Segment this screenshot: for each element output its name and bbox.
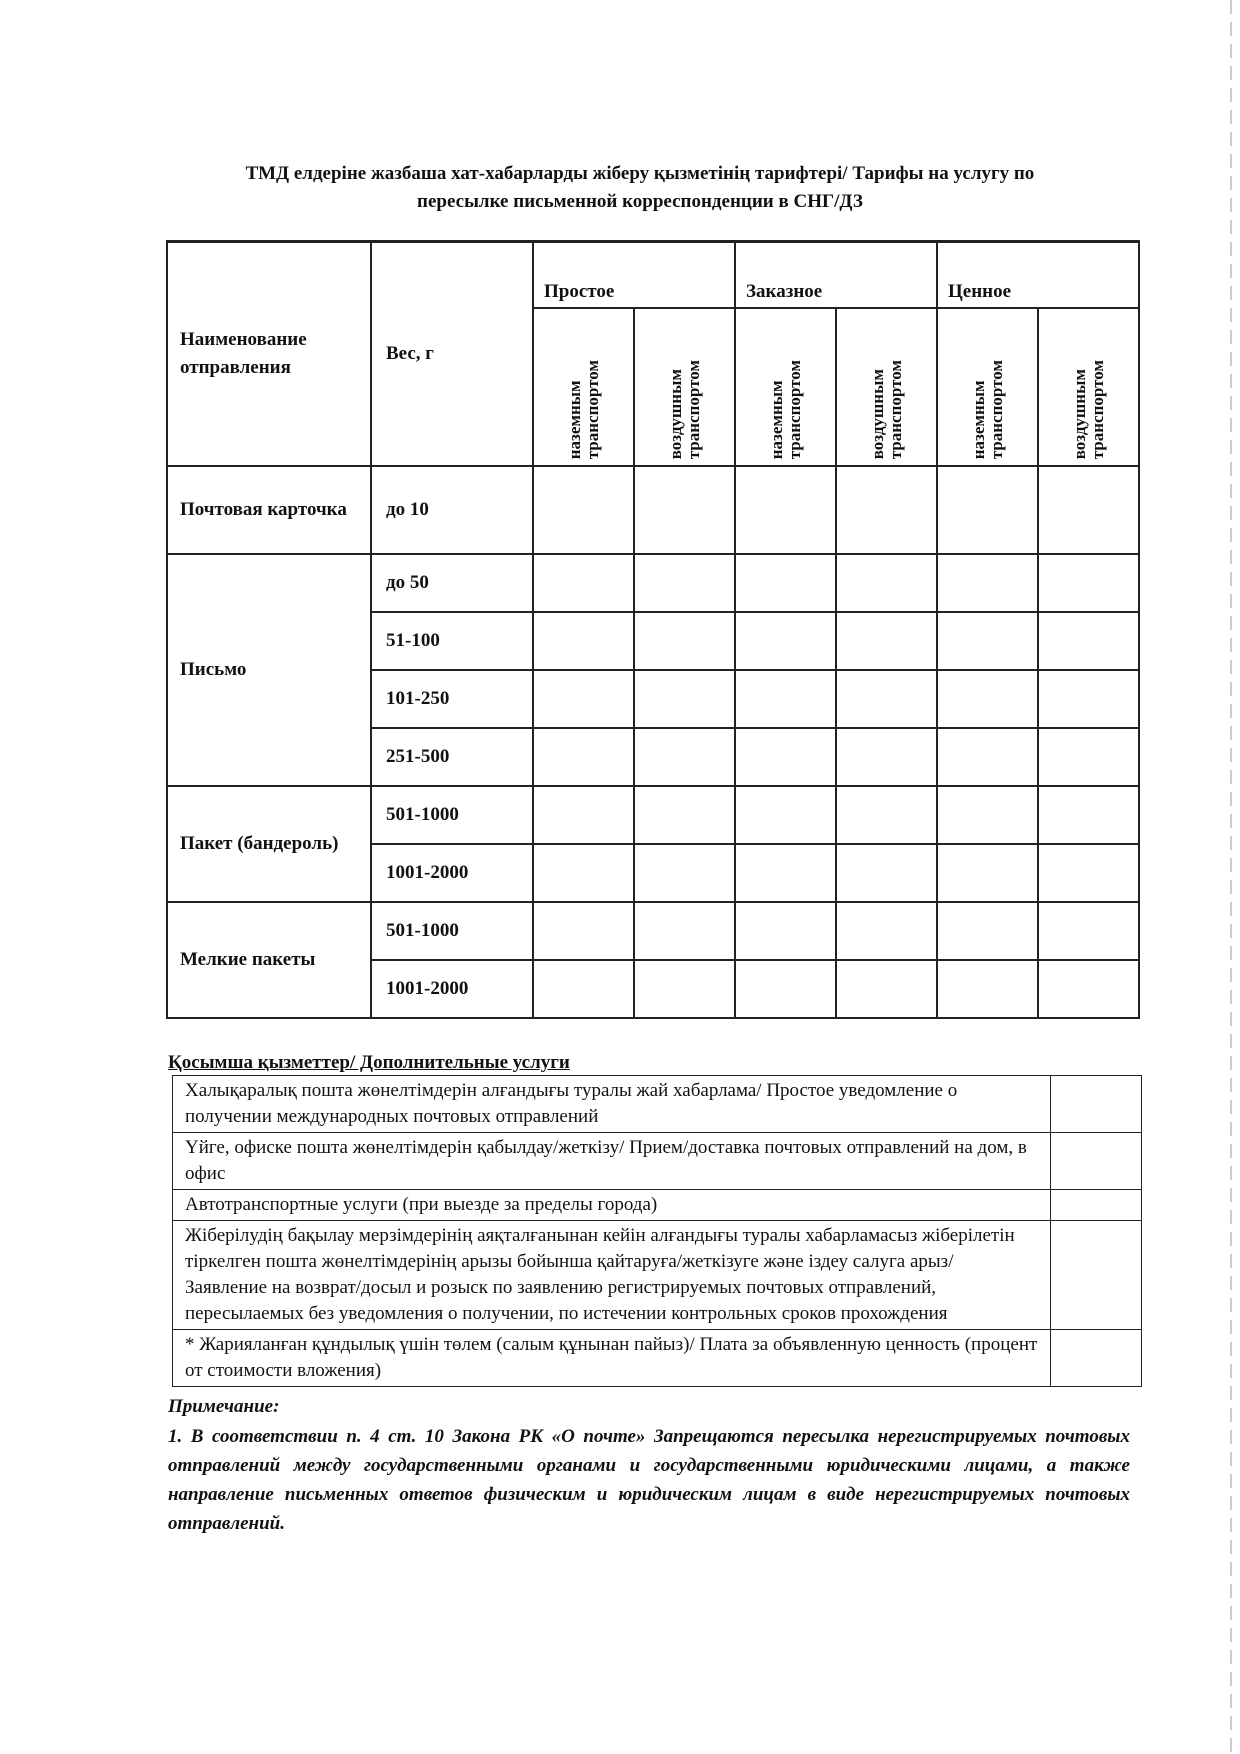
tariff-cell	[937, 844, 1038, 902]
tariff-cell	[634, 612, 735, 670]
row-weight: 501-1000	[371, 902, 533, 960]
row-name-postcard: Почтовая карточка	[167, 466, 371, 554]
tariff-cell	[735, 670, 836, 728]
tariff-cell	[937, 466, 1038, 554]
table-row	[173, 1133, 1142, 1190]
table-row	[167, 466, 1139, 554]
subheader-label: наземным транспортом	[564, 359, 602, 459]
tariff-cell	[533, 960, 634, 1018]
subheader-label: наземным транспортом	[968, 359, 1006, 459]
column-header-name: Наименование отправления	[167, 242, 371, 467]
tariff-cell	[735, 902, 836, 960]
tariff-cell	[836, 960, 937, 1018]
subheader-label: воздушным транспортом	[867, 359, 905, 459]
tariff-cell	[937, 728, 1038, 786]
table-row	[173, 1330, 1142, 1387]
tariff-cell	[634, 902, 735, 960]
tariff-cell	[836, 612, 937, 670]
tariff-cell	[1038, 786, 1139, 844]
tariff-cell	[836, 902, 937, 960]
tariff-cell	[1038, 670, 1139, 728]
subheader-registered-air	[836, 308, 937, 466]
group-header-simple: Простое	[533, 242, 735, 309]
tariff-cell	[634, 466, 735, 554]
tariff-cell	[533, 554, 634, 612]
tariff-cell	[735, 960, 836, 1018]
row-weight: 251-500	[371, 728, 533, 786]
table-row	[173, 1076, 1142, 1133]
subheader-simple-ground	[533, 308, 634, 466]
tariff-cell	[735, 466, 836, 554]
page-title-line-2: пересылке письменной корреспонденции в СНГ/ДЗ	[417, 191, 863, 212]
row-name-small-packets: Мелкие пакеты	[167, 902, 371, 1018]
tariff-cell	[836, 786, 937, 844]
tariff-cell	[836, 728, 937, 786]
scan-edge-artifact	[1230, 0, 1232, 1754]
tariff-cell	[1038, 902, 1139, 960]
tariff-cell	[836, 554, 937, 612]
subheader-simple-air	[634, 308, 735, 466]
table-row	[173, 1190, 1142, 1221]
subheader-registered-ground	[735, 308, 836, 466]
row-weight: 101-250	[371, 670, 533, 728]
tariff-cell	[1038, 554, 1139, 612]
tariff-cell	[1038, 466, 1139, 554]
subheader-label: воздушным транспортом	[665, 359, 703, 459]
tariff-cell	[533, 902, 634, 960]
tariff-cell	[533, 612, 634, 670]
tariff-cell	[533, 670, 634, 728]
extra-service-label: Үйге, офиске пошта жөнелтімдерін қабылдау/жеткізу/ Прием/доставка почтовых отправлений на дом, в офис	[173, 1133, 1051, 1190]
subheader-label: наземным транспортом	[766, 359, 804, 459]
tariff-cell	[634, 670, 735, 728]
row-name-letter: Письмо	[167, 554, 371, 786]
tariff-cell	[634, 554, 735, 612]
note-heading: Примечание:	[168, 1396, 280, 1417]
row-weight: 51-100	[371, 612, 533, 670]
extra-services-table	[172, 1075, 1142, 1387]
tariff-cell	[634, 728, 735, 786]
extra-service-label: Автотранспортные услуги (при выезде за пределы города)	[173, 1190, 1051, 1221]
group-header-registered: Заказное	[735, 242, 937, 309]
tariff-cell	[533, 466, 634, 554]
row-weight: до 10	[371, 466, 533, 554]
tariff-cell	[735, 554, 836, 612]
extra-service-value	[1051, 1190, 1142, 1221]
tariff-cell	[836, 844, 937, 902]
extra-service-value	[1051, 1330, 1142, 1387]
tariff-cell	[937, 960, 1038, 1018]
tariff-cell	[533, 786, 634, 844]
tariff-cell	[634, 844, 735, 902]
tariff-cell	[1038, 844, 1139, 902]
row-weight: 501-1000	[371, 786, 533, 844]
extra-service-value	[1051, 1221, 1142, 1330]
tariff-cell	[937, 786, 1038, 844]
tariff-cell	[1038, 728, 1139, 786]
tariff-table	[166, 240, 1140, 1019]
extra-service-value	[1051, 1076, 1142, 1133]
tariff-cell	[533, 728, 634, 786]
tariff-cell	[735, 728, 836, 786]
column-header-weight: Вес, г	[371, 242, 533, 467]
group-header-valuable: Ценное	[937, 242, 1139, 309]
tariff-cell	[937, 670, 1038, 728]
tariff-cell	[735, 844, 836, 902]
table-row	[167, 902, 1139, 960]
row-weight: до 50	[371, 554, 533, 612]
page-title	[150, 160, 1130, 216]
tariff-cell	[1038, 612, 1139, 670]
tariff-cell	[533, 844, 634, 902]
row-name-parcel: Пакет (бандероль)	[167, 786, 371, 902]
table-row	[167, 786, 1139, 844]
extra-service-value	[1051, 1133, 1142, 1190]
tariff-cell	[634, 960, 735, 1018]
tariff-cell	[735, 612, 836, 670]
table-row	[167, 554, 1139, 612]
row-weight: 1001-2000	[371, 844, 533, 902]
subheader-valuable-ground	[937, 308, 1038, 466]
extra-service-label: Халықаралық пошта жөнелтімдерін алғандығы туралы жай хабарлама/ Простое уведомление о получении международных почтовых отправлений	[173, 1076, 1051, 1133]
tariff-cell	[836, 466, 937, 554]
extra-services-heading: Қосымша қызметтер/ Дополнительные услуги	[168, 1052, 570, 1073]
tariff-cell	[1038, 960, 1139, 1018]
row-weight: 1001-2000	[371, 960, 533, 1018]
tariff-cell	[836, 670, 937, 728]
table-header-row	[167, 242, 1139, 309]
note-text: 1. В соответствии п. 4 ст. 10 Закона РК «О почте» Запрещаются пересылка нерегистрируемых почтовых отправлений между государственными органами и государственными юридическими лицами, а также направление письменных ответов физическим и юридическим лицам в виде нерегистрируемых почтовых отправлений.	[168, 1426, 1130, 1534]
subheader-valuable-air	[1038, 308, 1139, 466]
tariff-cell	[634, 786, 735, 844]
extra-service-label: Жіберілудің бақылау мерзімдерінің аяқталғанынан кейін алғандығы туралы хабарламасыз жіберілетін тіркелген пошта жөнелтімдерінің арызы бойынша қайтаруға/жеткізуге және іздеу салуга арыз/ Заявление на возврат/досыл и розыск по заявлению регистрируемых почтовых отправлений, пересылаемых без уведомления о получении, по истечении контрольных сроков прохождения	[173, 1221, 1051, 1330]
table-row	[173, 1221, 1142, 1330]
tariff-cell	[937, 554, 1038, 612]
tariff-cell	[735, 786, 836, 844]
extra-service-label: * Жарияланған құндылық үшін төлем (салым құнынан пайыз)/ Плата за объявленную ценность (процент от стоимости вложения)	[173, 1330, 1051, 1387]
page-title-line-1: ТМД елдеріне жазбаша хат-хабарларды жіберу қызметінің тарифтері/ Тарифы на услугу по	[245, 163, 1035, 184]
tariff-cell	[937, 612, 1038, 670]
subheader-label: воздушным транспортом	[1069, 359, 1107, 459]
tariff-cell	[937, 902, 1038, 960]
